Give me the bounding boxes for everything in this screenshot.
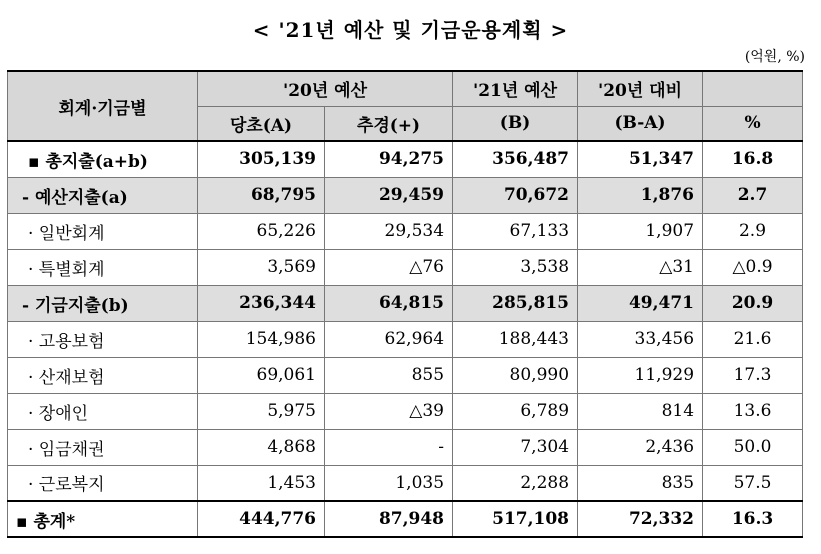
header-budget21-b: (B) xyxy=(453,106,578,141)
header-original: 당초(A) xyxy=(198,106,325,141)
cell-supplementary: △39 xyxy=(325,393,453,429)
cell-original: 5,975 xyxy=(198,393,325,429)
cell-pct: 13.6 xyxy=(703,393,803,429)
cell-original: 68,795 xyxy=(198,177,325,213)
header-budget21: '21년 예산 xyxy=(453,71,578,106)
cell-diff: 33,456 xyxy=(578,321,703,357)
table-row xyxy=(8,249,803,285)
cell-diff: 51,347 xyxy=(578,141,703,177)
cell-diff: 72,332 xyxy=(578,501,703,537)
cell-original: 69,061 xyxy=(198,357,325,393)
cell-diff: 11,929 xyxy=(578,357,703,393)
cell-supplementary: 29,459 xyxy=(325,177,453,213)
header-category: 회계·기금별 xyxy=(8,71,198,141)
cell-supplementary: - xyxy=(325,429,453,465)
cell-pct: 2.7 xyxy=(703,177,803,213)
table-row xyxy=(8,321,803,357)
cell-original: 4,868 xyxy=(198,429,325,465)
cell-original: 154,986 xyxy=(198,321,325,357)
cell-supplementary: 855 xyxy=(325,357,453,393)
table-row xyxy=(8,213,803,249)
header-compare-ba: (B-A) xyxy=(578,106,703,141)
cell-pct: 57.5 xyxy=(703,465,803,501)
cell-diff: △31 xyxy=(578,249,703,285)
cell-supplementary: 64,815 xyxy=(325,285,453,321)
table-row xyxy=(8,429,803,465)
table-row xyxy=(8,357,803,393)
cell-supplementary: 94,275 xyxy=(325,141,453,177)
cell-supplementary: 62,964 xyxy=(325,321,453,357)
cell-pct: 17.3 xyxy=(703,357,803,393)
row-label: ▪ 총지출(a+b) xyxy=(8,141,198,177)
cell-budget21: 356,487 xyxy=(453,141,578,177)
cell-diff: 1,876 xyxy=(578,177,703,213)
cell-budget21: 80,990 xyxy=(453,357,578,393)
table-row-total-expenditure xyxy=(8,141,803,177)
cell-pct: 2.9 xyxy=(703,213,803,249)
cell-pct: 50.0 xyxy=(703,429,803,465)
cell-supplementary: 1,035 xyxy=(325,465,453,501)
cell-supplementary: 87,948 xyxy=(325,501,453,537)
header-supplementary: 추경(+) xyxy=(325,106,453,141)
cell-original: 236,344 xyxy=(198,285,325,321)
header-pct-blank xyxy=(703,71,803,106)
row-label: ▪ 총계* xyxy=(8,501,198,537)
cell-budget21: 285,815 xyxy=(453,285,578,321)
cell-supplementary: 29,534 xyxy=(325,213,453,249)
cell-original: 65,226 xyxy=(198,213,325,249)
cell-original: 1,453 xyxy=(198,465,325,501)
cell-budget21: 2,288 xyxy=(453,465,578,501)
cell-budget21: 6,789 xyxy=(453,393,578,429)
cell-diff: 814 xyxy=(578,393,703,429)
row-label: · 특별회계 xyxy=(8,249,198,285)
row-label: · 산재보험 xyxy=(8,357,198,393)
cell-pct: 21.6 xyxy=(703,321,803,357)
unit-note: (억원, %) xyxy=(744,49,805,65)
cell-budget21: 3,538 xyxy=(453,249,578,285)
row-label: · 일반회계 xyxy=(8,213,198,249)
cell-diff: 1,907 xyxy=(578,213,703,249)
cell-supplementary: △76 xyxy=(325,249,453,285)
page-title: < '21년 예산 및 기금운용계획 > xyxy=(252,18,569,42)
cell-diff: 49,471 xyxy=(578,285,703,321)
table-row-grand-total xyxy=(8,501,803,537)
row-label: · 고용보험 xyxy=(8,321,198,357)
cell-original: 3,569 xyxy=(198,249,325,285)
cell-pct: 16.8 xyxy=(703,141,803,177)
table-row-fund-expenditure xyxy=(8,285,803,321)
budget-table xyxy=(7,70,803,538)
table-row xyxy=(8,465,803,501)
cell-original: 444,776 xyxy=(198,501,325,537)
row-label: - 예산지출(a) xyxy=(8,177,198,213)
cell-pct: △0.9 xyxy=(703,249,803,285)
cell-diff: 835 xyxy=(578,465,703,501)
row-label: · 근로복지 xyxy=(8,465,198,501)
row-label: - 기금지출(b) xyxy=(8,285,198,321)
cell-diff: 2,436 xyxy=(578,429,703,465)
row-label: · 장애인 xyxy=(8,393,198,429)
cell-budget21: 188,443 xyxy=(453,321,578,357)
cell-budget21: 7,304 xyxy=(453,429,578,465)
cell-pct: 20.9 xyxy=(703,285,803,321)
cell-pct: 16.3 xyxy=(703,501,803,537)
cell-budget21: 70,672 xyxy=(453,177,578,213)
cell-budget21: 67,133 xyxy=(453,213,578,249)
cell-original: 305,139 xyxy=(198,141,325,177)
row-label: · 임금채권 xyxy=(8,429,198,465)
header-percent: % xyxy=(703,106,803,141)
header-budget20: '20년 예산 xyxy=(198,71,453,106)
table-row xyxy=(8,393,803,429)
header-compare: '20년 대비 xyxy=(578,71,703,106)
table-row-budget-expenditure xyxy=(8,177,803,213)
cell-budget21: 517,108 xyxy=(453,501,578,537)
